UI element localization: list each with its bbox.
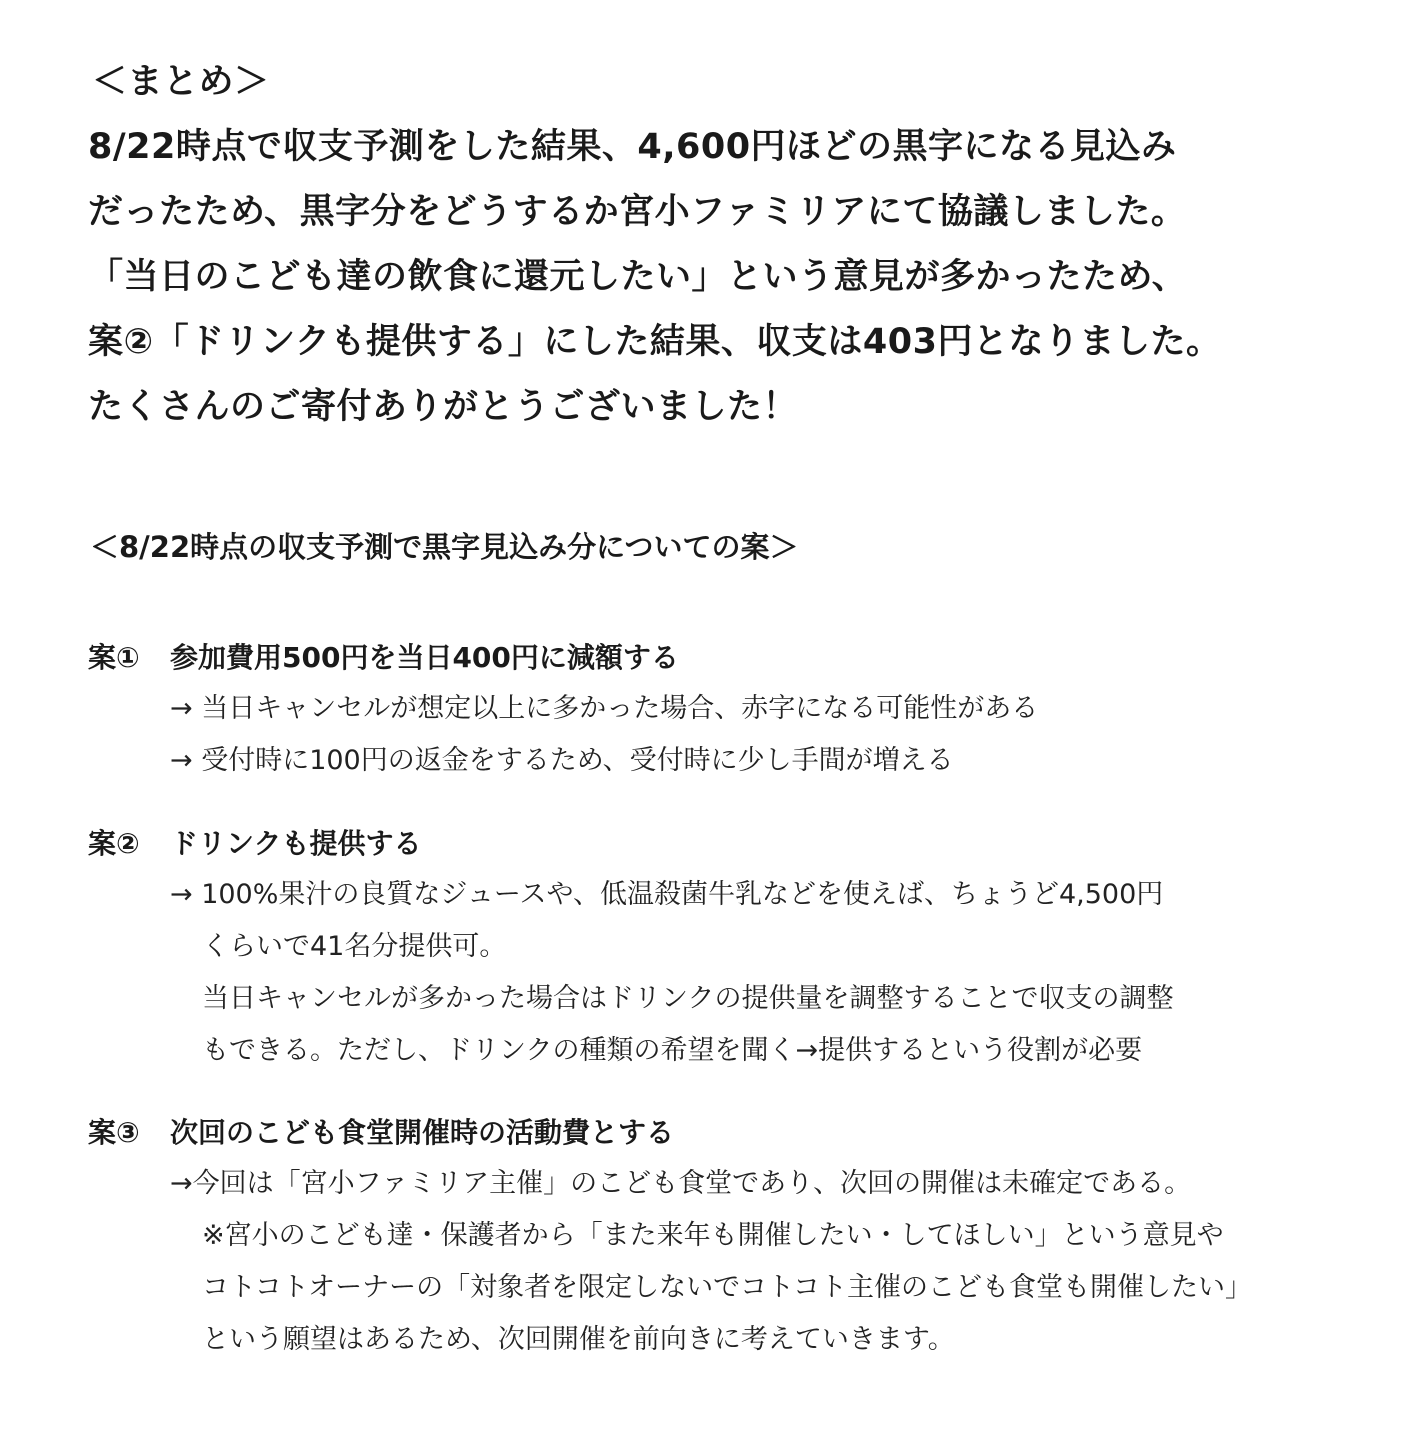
proposals-heading: ＜8/22時点の収支予測で黒字見込み分についての案＞	[90, 530, 799, 564]
proposal-label: 案①	[88, 641, 140, 674]
summary-line: たくさんのご寄付ありがとうございました！	[88, 387, 799, 427]
summary-line: 「当日のこども達の飲食に還元したい」という意見が多かったため、	[88, 257, 1188, 297]
summary-line: 案②「ドリンクも提供する」にした結果、収支は403円となりました。	[88, 322, 1222, 362]
proposal-title: 参加費用500円を当日400円に減額する	[170, 641, 679, 674]
proposal-note: くらいで41名分提供可。	[202, 931, 507, 962]
proposal-note: → 受付時に100円の返金をするため、受付時に少し手間が増える	[170, 745, 954, 776]
summary-line: 8/22時点で収支予測をした結果、4,600円ほどの黒字になる見込み	[88, 127, 1177, 167]
proposal-title: 次回のこども食堂開催時の活動費とする	[170, 1116, 675, 1149]
proposal-note: ※宮小のこども達・保護者から「また来年も開催したい・してほしい」という意見や	[202, 1220, 1224, 1251]
proposal-title-row	[88, 819, 1398, 869]
proposal-note: → 当日キャンセルが想定以上に多かった場合、赤字になる可能性がある	[170, 693, 1039, 724]
proposal-title: ドリンクも提供する	[170, 827, 422, 860]
proposal-note: 当日キャンセルが多かった場合はドリンクの提供量を調整することで収支の調整	[202, 983, 1174, 1014]
proposal-label: 案③	[88, 1116, 140, 1149]
proposal-note: →今回は「宮小ファミリア主催」のこども食堂であり、次回の開催は未確定である。	[170, 1168, 1192, 1199]
proposal-note: コトコトオーナーの「対象者を限定しないでコトコト主催のこども食堂も開催したい」	[202, 1272, 1253, 1303]
proposal-3	[88, 1108, 1398, 1366]
proposal-note: → 100%果汁の良質なジュースや、低温殺菌牛乳などを使えば、ちょうど4,500円	[170, 879, 1164, 910]
proposal-note: という願望はあるため、次回開催を前向きに考えていきます。	[202, 1324, 955, 1355]
proposal-title-row	[88, 1108, 1398, 1158]
proposal-2	[88, 819, 1398, 1077]
proposal-note: もできる。ただし、ドリンクの種類の希望を聞く→提供するという役割が必要	[202, 1035, 1143, 1066]
proposal-label: 案②	[88, 827, 140, 860]
summary-heading: ＜まとめ＞	[92, 62, 270, 102]
proposal-1	[88, 633, 1398, 787]
summary-line: だったため、黒字分をどうするか宮小ファミリアにて協議しました。	[88, 192, 1187, 232]
proposal-title-row	[88, 633, 1398, 683]
summary-section	[88, 50, 1388, 440]
